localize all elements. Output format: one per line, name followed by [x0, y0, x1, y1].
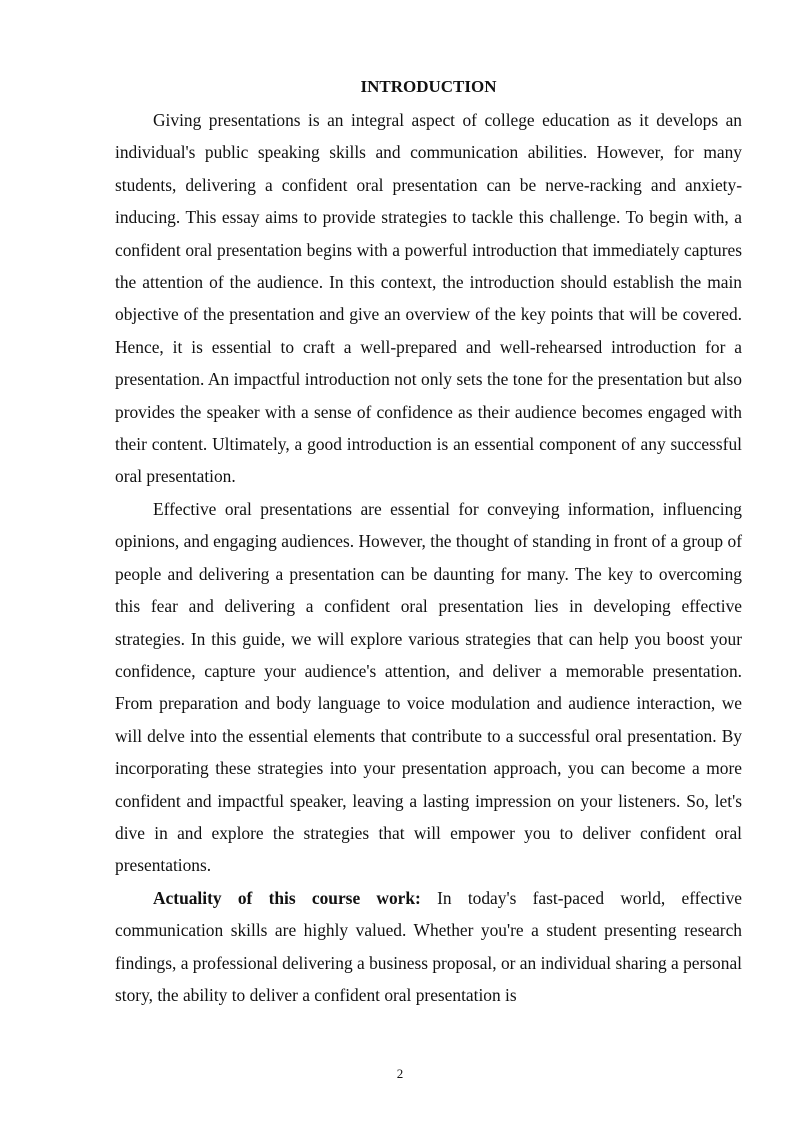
- paragraph-3: [115, 882, 742, 1012]
- page-number: 2: [396, 1066, 404, 1081]
- section-heading: INTRODUCTION: [360, 77, 497, 96]
- paragraph-2-text: Effective oral presentations are essential for conveying information, influencing opinions, and engaging audiences. However, the thought of standing in front of a group of people and delivering a presentation can be daunting for many. The key to overcoming this fear and delivering a confident oral presentation lies in developing effective strategies. In this guide, we will explore various strategies that can help you boost your confidence, capture your audience's attention, and deliver a memorable presentation. From preparation and body language to voice modulation and audience interaction, we will delve into the essential elements that contribute to a successful oral presentation. By incorporating these strategies into your presentation approach, you can become a more confident and impactful speaker, leaving a lasting impression on your listeners. So, let's dive in and explore the strategies that will empower you to deliver confident oral presentations.: [115, 498, 742, 876]
- paragraph-3-text: In today's fast-paced world, effective communication skills are highly valued. Whether you're a student presenting research findings, a professional delivering a business proposal, or an individual sharing a personal story, the ability to deliver a confident oral presentation is: [115, 887, 742, 1005]
- paragraph-2: [115, 493, 742, 882]
- paragraph-1: [115, 104, 742, 493]
- document-body: [115, 74, 742, 1011]
- paragraph-1-text: Giving presentations is an integral aspect of college education as it develops an individual's public speaking skills and communication abilities. However, for many students, delivering a confident oral presentation can be nerve-racking and anxiety-inducing. This essay aims to provide strategies to tackle this challenge. To begin with, a confident oral presentation begins with a powerful introduction that immediately captures the attention of the audience. In this context, the introduction should establish the main objective of the presentation and give an overview of the key points that will be covered. Hence, it is essential to craft a well-prepared and well-rehearsed introduction for a presentation. An impactful introduction not only sets the tone for the presentation but also provides the speaker with a sense of confidence as their audience becomes engaged with their content. Ultimately, a good introduction is an essential component of any successful oral presentation.: [115, 110, 742, 487]
- paragraph-3-lead: Actuality of this course work:: [153, 887, 421, 908]
